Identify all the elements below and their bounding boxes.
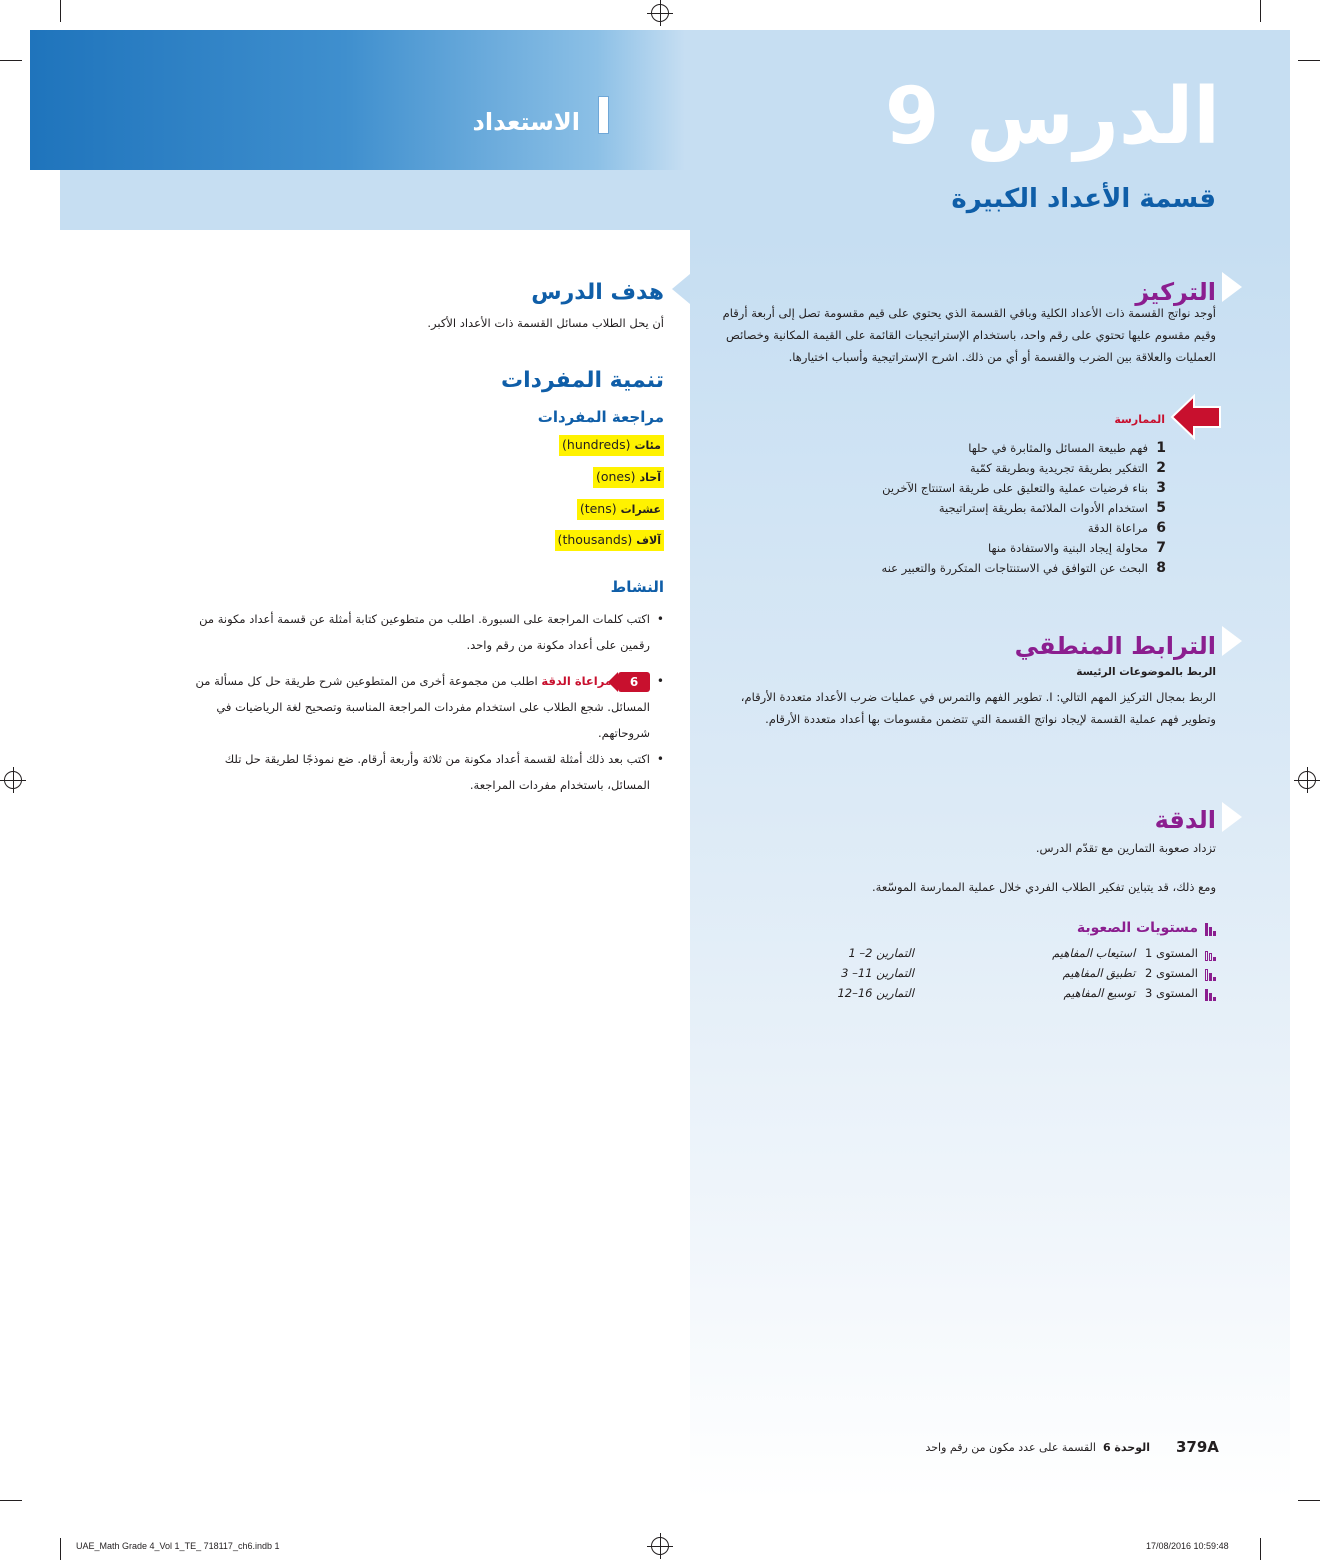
level-1-icon	[1204, 947, 1216, 961]
crop-mark	[60, 1538, 61, 1560]
crop-mark	[0, 60, 22, 61]
vocab-term: آلاف (thousands)	[555, 530, 664, 551]
vocab-term: عشرات (tens)	[577, 499, 664, 520]
precision-label: مراعاة الدقة	[541, 674, 612, 688]
vocab-term: مئات (hundreds)	[559, 435, 664, 456]
lesson-title: الدرس 9	[884, 72, 1220, 162]
level-3-icon	[1204, 987, 1216, 1001]
practice-item: 2التفكير بطريقة تجريدية وبطريقة كمّية	[970, 460, 1166, 476]
level-row: المستوى 2 تطبيق المفاهيم	[1063, 966, 1216, 981]
focus-paragraph: أوجد نواتج القسمة ذات الأعداد الكلية وباقي القسمة الذي يحتوي على قيم مقسومة تصل إلى أربعة أرقام وقيم مقسوم عليها تحتوي على رقم واحد، باستخدام الإستراتيجيات القائمة على القيمة المكانية وخصائص العمليات والعلاقة بين الضرب والقسمة أو أي من ذلك. اشرح الإستراتيجية وأسباب اختيارها.	[722, 306, 1216, 364]
footer-unit: الوحدة 6 القسمة على عدد مكون من رقم واحد	[925, 1441, 1150, 1454]
practice-item: 1فهم طبيعة المسائل والمثابرة في حلها	[968, 440, 1166, 456]
level-2-icon	[1204, 967, 1216, 981]
activity-bullet: • اكتب كلمات المراجعة على السبورة. اطلب من متطوعين كتابة أمثلة عن قسمة أعداد مكونة من رقمين على أعداد مكونة من رقم واحد.	[199, 612, 664, 652]
page-number: 379A	[1176, 1438, 1219, 1456]
level-exercises: التمارين 16–12	[837, 986, 914, 1000]
practice-item: 8البحث عن التوافق في الاستنتاجات المتكررة والتعبير عنه	[881, 560, 1166, 576]
section-triangle-icon	[672, 274, 690, 304]
prep-marker	[598, 96, 609, 134]
prep-label: الاستعداد	[472, 108, 580, 136]
objective-text: أن يحل الطلاب مسائل القسمة ذات الأعداد الأكبر.	[427, 316, 664, 330]
level-exercises: التمارين 11– 3	[841, 966, 914, 980]
registration-mark-icon	[651, 4, 669, 22]
vocab-review-heading: مراجعة المفردات	[537, 408, 664, 426]
practice-arrow-icon	[1170, 394, 1222, 440]
coherence-heading: الترابط المنطقي	[1014, 632, 1216, 660]
registration-mark-icon	[1298, 771, 1316, 789]
section-triangle-icon	[1222, 802, 1242, 832]
activity-heading: النشاط	[610, 578, 664, 596]
coherence-line-2: وتطوير فهم عملية القسمة لإيجاد نواتج القسمة التي تتضمن مقسومات بها أعداد متعددة الأرقام.	[765, 712, 1216, 726]
practice-item: 3بناء فرضيات عملية والتعليق على طريقة استنتاج الآخرين	[882, 480, 1166, 496]
crop-mark	[1260, 0, 1261, 22]
practice-label: الممارسة	[1114, 413, 1165, 426]
level-exercises: التمارين 2– 1	[848, 946, 914, 960]
section-triangle-icon	[1222, 272, 1242, 302]
crop-mark	[60, 0, 61, 22]
practice-6-badge: 6	[618, 672, 650, 692]
crop-mark	[1260, 1538, 1261, 1560]
activity-bullet: • 6مراعاة الدقة اطلب من مجموعة أخرى من المتطوعين شرح طريقة حل كل مسألة من المسائل. شجع الطلاب على استخدام مفردات المراجعة المناسبة وتصحيح لغة الرياضيات في شروحاتهم.	[170, 668, 650, 746]
crop-mark	[0, 1500, 22, 1501]
vocabulary-heading: تنمية المفردات	[501, 368, 664, 393]
rigor-line-2: ومع ذلك، قد يتباين تفكير الطلاب الفردي خلال عملية الممارسة الموسّعة.	[872, 880, 1216, 894]
section-triangle-icon	[1222, 626, 1242, 656]
activity-bullet: • اكتب بعد ذلك أمثلة لقسمة أعداد مكونة من ثلاثة وأربعة أرقام. ضع نموذجًا لطريقة حل تلك المسائل، باستخدام مفردات المراجعة.	[224, 752, 664, 792]
coherence-subheading: الربط بالموضوعات الرئيسة	[1076, 666, 1216, 678]
levels-heading: مستويات الصعوبة	[1077, 920, 1216, 936]
rigor-heading: الدقة	[1154, 806, 1216, 834]
lesson-subtitle: قسمة الأعداد الكبيرة	[951, 184, 1216, 214]
rigor-line-1: تزداد صعوبة التمارين مع تقدّم الدرس.	[1035, 841, 1216, 855]
vocab-term: آحاد (ones)	[593, 467, 664, 488]
practice-item: 7محاولة إيجاد البنية والاستفادة منها	[988, 540, 1166, 556]
slug-datetime: 17/08/2016 10:59:48	[1146, 1541, 1229, 1551]
crop-mark	[1298, 1500, 1320, 1501]
coherence-line-1: الربط بمجال التركيز المهم التالي: I. تطوير الفهم والتمرس في عمليات ضرب الأعداد متعددة الأرقام،	[740, 690, 1216, 704]
crop-mark	[1298, 60, 1320, 61]
level-row: المستوى 1 استيعاب المفاهيم	[1052, 946, 1216, 961]
registration-mark-icon	[651, 1537, 669, 1555]
objective-heading: هدف الدرس	[531, 280, 664, 305]
slug-file: UAE_Math Grade 4_Vol 1_TE_ 718117_ch6.indb 1	[76, 1541, 280, 1551]
difficulty-bars-icon	[1204, 920, 1216, 936]
focus-heading: التركيز	[1135, 278, 1216, 306]
registration-mark-icon	[4, 771, 22, 789]
practice-list	[766, 438, 1166, 578]
level-row: المستوى 3 توسيع المفاهيم	[1063, 986, 1216, 1001]
practice-item: 5استخدام الأدوات الملائمة بطريقة إستراتيجية	[938, 500, 1166, 516]
practice-item: 6مراعاة الدقة	[1087, 520, 1166, 536]
